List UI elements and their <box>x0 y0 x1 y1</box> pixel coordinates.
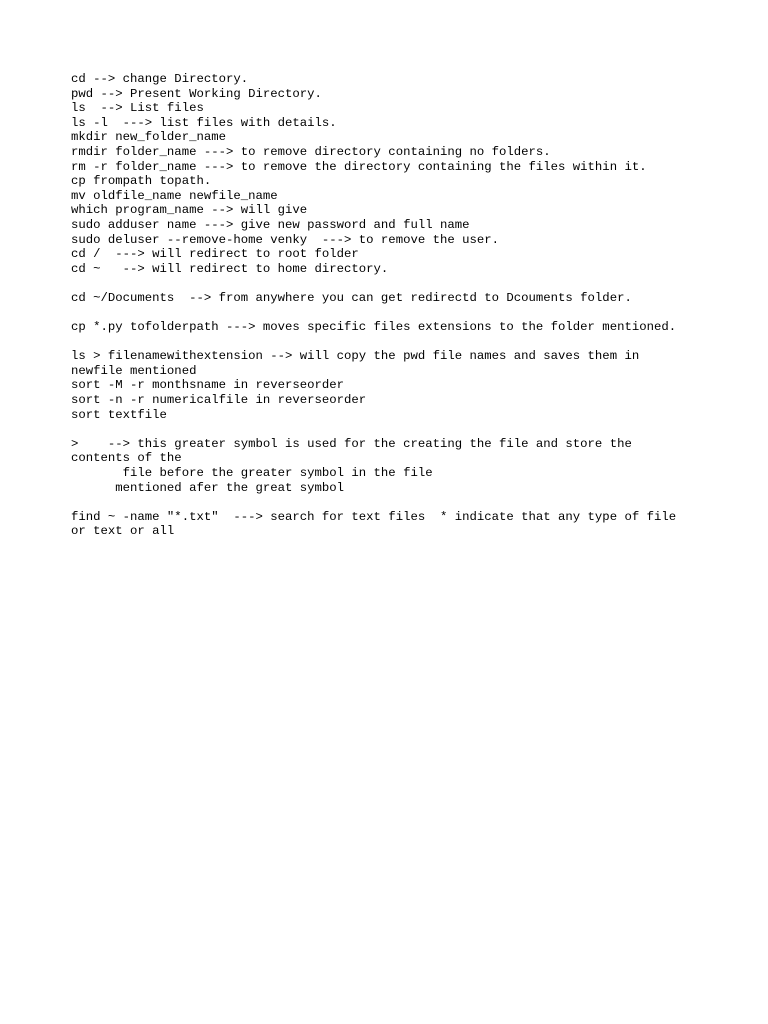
text-line: > --> this greater symbol is used for the creating the file and store the <box>71 436 632 451</box>
text-line: ls > filenamewithextension --> will copy the pwd file names and saves them in <box>71 349 640 364</box>
text-line: which program_name --> will give <box>71 203 308 218</box>
text-line: newfile mentioned <box>71 363 197 378</box>
text-line: cd ~ --> will redirect to home directory. <box>71 261 389 276</box>
text-line: cd ~/Documents --> from anywhere you can get redirectd to Dcouments folder. <box>71 290 632 305</box>
blank-line <box>71 306 711 321</box>
text-line: sort textfile <box>71 407 167 422</box>
text-line: file before the greater symbol in the file <box>71 466 433 481</box>
text-line: mv oldfile_name newfile_name <box>71 188 278 203</box>
text-line: mkdir new_folder_name <box>71 130 226 145</box>
text-line: pwd --> Present Working Directory. <box>71 86 322 101</box>
text-line: or text or all <box>71 524 175 539</box>
text-line: ls -l ---> list files with details. <box>71 115 337 130</box>
text-line: sudo adduser name ---> give new password and full name <box>71 217 470 232</box>
blank-line <box>71 276 711 291</box>
text-line: cp *.py tofolderpath ---> moves specific files extensions to the folder mentioned. <box>71 320 677 335</box>
text-line: mentioned afer the great symbol <box>71 480 345 495</box>
text-line: find ~ -name "*.txt" ---> search for text files * indicate that any type of file <box>71 509 677 524</box>
text-line: ls --> List files <box>71 101 204 116</box>
text-line: cd --> change Directory. <box>71 72 249 86</box>
text-line: sort -n -r numericalfile in reverseorder <box>71 393 367 408</box>
text-line: sort -M -r monthsname in reverseorder <box>71 378 345 393</box>
text-line: contents of the <box>71 451 182 466</box>
text-line: rmdir folder_name ---> to remove directory containing no folders. <box>71 144 551 159</box>
text-line: sudo deluser --remove-home venky ---> to remove the user. <box>71 232 500 247</box>
text-line: cd / ---> will redirect to root folder <box>71 247 359 262</box>
blank-line <box>71 422 711 437</box>
blank-line <box>71 495 711 510</box>
document-page <box>71 72 711 539</box>
text-line: cp frompath topath. <box>71 174 212 189</box>
blank-line <box>71 335 711 350</box>
text-line: rm -r folder_name ---> to remove the directory containing the files within it. <box>71 159 647 174</box>
